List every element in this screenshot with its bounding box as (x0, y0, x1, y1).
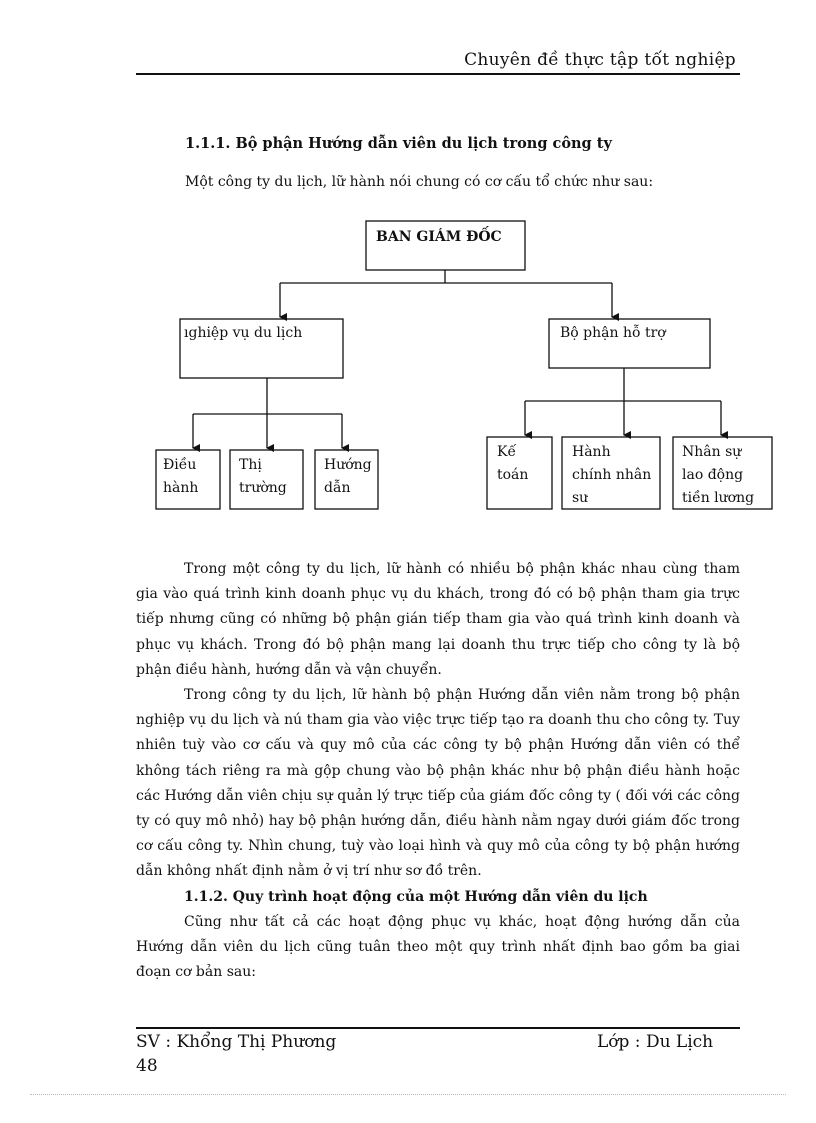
page-number: 48 (136, 1056, 158, 1076)
section-heading-1-1-1: 1.1.1. Bộ phận Hướng dẫn viên du lịch trong công ty (185, 135, 612, 152)
box-nhan-su-line1: Nhân sự (682, 444, 742, 460)
box-huong-dan-line2: dẫn (324, 480, 351, 496)
box-ke-toan-line1: Kế (497, 444, 517, 460)
footer-class: Lớp : Du Lịch (597, 1032, 714, 1052)
intro-sentence: Một công ty du lịch, lữ hành nói chung có cơ cấu tổ chức như sau: (185, 174, 654, 190)
box-hanh-chinh-line3: sư (572, 490, 589, 506)
paragraph-3: Cũng như tất cả các hoạt động phục vụ khác, hoạt động hướng dẫn của Hướng dẫn viên du lịch cũng tuân theo một quy trình nhất định bao gồm ba giai đoạn cơ bản sau: (136, 913, 740, 981)
box-thi-truong-line1: Thị (239, 457, 262, 473)
section-heading-1-1-2: 1.1.2. Quy trình hoạt động của một Hướng dẫn viên du lịch (184, 888, 648, 905)
box-hanh-chinh-line2: chính nhân (572, 467, 652, 483)
page-header-title: Chuyên đề thực tập tốt nghiệp (464, 50, 736, 70)
box-ban-giam-doc-label: BAN GIÁM ĐỐC (376, 229, 502, 245)
footer-rule (136, 1027, 740, 1029)
footer-student: SV : Khổng Thị Phương (136, 1032, 337, 1052)
box-bo-phan-ho-tro-label: Bộ phận hỗ trợ (560, 325, 666, 341)
paragraph-1: Trong một công ty du lịch, lữ hành có nhiều bộ phận khác nhau cùng tham gia vào quá trình kinh doanh phục vụ du khách, trong đó có bộ phận tham gia trực tiếp nhưng cũng có những bộ phận gián tiếp tham gia vào quá trình kinh doanh và phục vụ khách. Trong đó bộ phận mang lại doanh thu trực tiếp cho công ty là bộ phận điều hành, hướng dẫn và vận chuyển. (136, 561, 740, 678)
box-thi-truong-line2: trường (239, 480, 287, 496)
box-ke-toan-line2: toán (497, 467, 529, 483)
paragraph-2: Trong công ty du lịch, lữ hành bộ phận Hướng dẫn viên nằm trong bộ phận nghiệp vụ du lịch và nú tham gia vào việc trực tiếp tạo ra doanh thu cho công ty. Tuy nhiên tuỳ vào cơ cấu và quy mô của các công ty bộ phận Hướng dẫn viên có thể không tách riêng ra mà gộp chung vào bộ phận khác như bộ phận điều hành hoặc các Hướng dẫn viên chịu sự quản lý trực tiếp của giám đốc công ty ( đối với các công ty có quy mô nhỏ) hay bộ phận hướng dẫn, điều hành nằm ngay dưới giám đốc trong cơ cấu công ty. Nhìn chung, tuỳ vào loại hình và quy mô của công ty bộ phận hướng dẫn không nhất định nằm ở vị trí như sơ đồ trên. (136, 687, 740, 880)
box-nhan-su-line3: tiền lương (682, 490, 755, 506)
box-hanh-chinh-line1: Hành (572, 444, 611, 460)
box-dieu-hanh-line2: hành (163, 480, 199, 496)
box-dieu-hanh-line1: Điều (163, 457, 197, 473)
body-text (136, 557, 740, 985)
box-nghiep-vu-label: ıghiệp vụ du lịch (184, 325, 303, 341)
box-huong-dan-line1: Hướng (324, 457, 372, 473)
box-nhan-su-line2: lao động (682, 467, 744, 483)
page-edge-divider (30, 1094, 786, 1095)
